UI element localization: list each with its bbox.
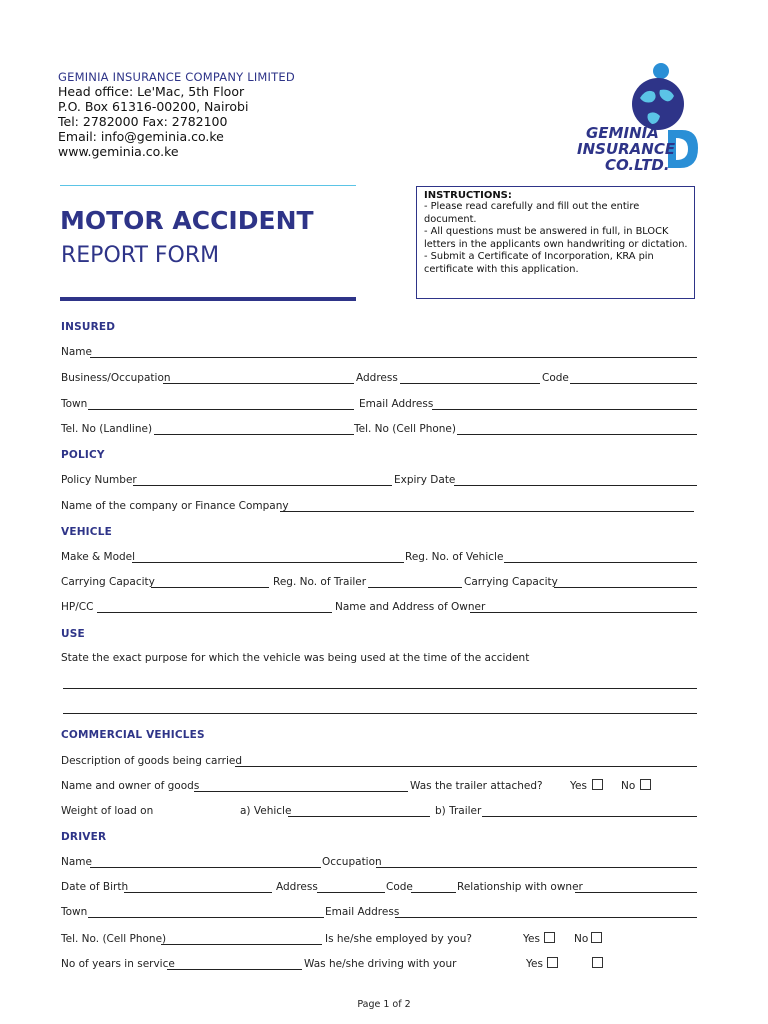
instructions-title: INSTRUCTIONS:: [424, 190, 512, 201]
business-occupation-label: Business/Occupation: [61, 372, 171, 384]
insured-name-label: Name: [61, 346, 92, 358]
driving-no-checkbox[interactable]: [592, 957, 603, 968]
telephone-line: Tel: 2782000 Fax: 2782100: [58, 114, 228, 129]
section-commercial-vehicles: COMMERCIAL VEHICLES: [61, 729, 205, 741]
instruction-line: - Please read carefully and fill out the entire document.: [424, 201, 640, 225]
form-title: MOTOR ACCIDENT: [60, 206, 314, 235]
driver-occupation-label: Occupation: [322, 856, 382, 868]
section-use: USE: [61, 628, 85, 640]
owner-name-address-field[interactable]: [470, 612, 697, 613]
dob-field[interactable]: [124, 892, 272, 893]
driving-yes-label: Yes: [526, 958, 543, 970]
logo-text-coltd: CO.LTD.: [605, 156, 670, 174]
carrying-capacity-label: Carrying Capacity: [61, 576, 155, 588]
company-name: GEMINIA INSURANCE COMPANY LIMITED: [58, 70, 295, 84]
weight-vehicle-field[interactable]: [288, 816, 430, 817]
insured-town-label: Town: [61, 398, 88, 410]
policy-number-field[interactable]: [133, 485, 392, 486]
hp-cc-label: HP/CC: [61, 601, 94, 613]
employed-no-checkbox[interactable]: [591, 932, 602, 943]
expiry-date-field[interactable]: [454, 485, 697, 486]
insured-name-field[interactable]: [90, 357, 697, 358]
finance-company-label: Name of the company or Finance Company: [61, 500, 289, 512]
driver-email-field[interactable]: [395, 917, 697, 918]
tel-cell-field[interactable]: [457, 434, 697, 435]
trailer-yes-checkbox[interactable]: [592, 779, 603, 790]
reg-trailer-label: Reg. No. of Trailer: [273, 576, 367, 588]
insured-town-field[interactable]: [88, 409, 354, 410]
driver-tel-cell-label: Tel. No. (Cell Phone): [61, 933, 167, 945]
instruction-line: - All questions must be answered in full, in BLOCK: [424, 226, 669, 237]
insured-code-label: Code: [542, 372, 569, 384]
use-purpose-field-line-1[interactable]: [63, 688, 697, 689]
make-model-label: Make & Model: [61, 551, 136, 563]
employed-label: Is he/she employed by you?: [325, 933, 472, 945]
page-number: Page 1 of 2: [357, 999, 411, 1010]
dob-label: Date of Birth: [61, 881, 129, 893]
driver-code-field[interactable]: [411, 892, 456, 893]
trailer-yes-label: Yes: [570, 780, 587, 792]
insured-email-field[interactable]: [432, 409, 697, 410]
trailer-no-label: No: [621, 780, 636, 792]
goods-description-label: Description of goods being carried: [61, 755, 242, 767]
insured-address-field[interactable]: [400, 383, 540, 384]
weight-trailer-label: b) Trailer: [435, 805, 482, 817]
relationship-field[interactable]: [575, 892, 697, 893]
employed-no-label: No: [574, 933, 589, 945]
title-top-rule: [60, 185, 356, 186]
make-model-field[interactable]: [132, 562, 404, 563]
head-office-line: Head office: Le'Mac, 5th Floor: [58, 84, 245, 99]
reg-trailer-field[interactable]: [368, 587, 462, 588]
section-policy: POLICY: [61, 449, 105, 461]
employed-yes-checkbox[interactable]: [544, 932, 555, 943]
instruction-line: - Submit a Certificate of Incorporation, KRA pin: [424, 251, 654, 262]
tel-landline-field[interactable]: [154, 434, 354, 435]
tel-landline-label: Tel. No (Landline): [61, 423, 153, 435]
finance-company-field[interactable]: [280, 511, 694, 512]
weight-vehicle-label: a) Vehicle: [240, 805, 292, 817]
insured-email-label: Email Address: [359, 398, 434, 410]
driver-occupation-field[interactable]: [376, 867, 697, 868]
logo-text-insurance: INSURANCE: [577, 140, 676, 158]
relationship-label: Relationship with owner: [457, 881, 583, 893]
driver-town-label: Town: [61, 906, 88, 918]
goods-owner-field[interactable]: [194, 791, 408, 792]
carrying-capacity-2-field[interactable]: [554, 587, 697, 588]
reg-vehicle-label: Reg. No. of Vehicle: [405, 551, 504, 563]
years-service-field[interactable]: [167, 969, 302, 970]
logo-text-geminia: GEMINIA: [586, 124, 659, 142]
business-occupation-field[interactable]: [163, 383, 354, 384]
weight-trailer-field[interactable]: [482, 816, 697, 817]
driving-with-label: Was he/she driving with your: [304, 958, 457, 970]
driver-email-label: Email Address: [325, 906, 400, 918]
reg-vehicle-field[interactable]: [504, 562, 697, 563]
website-line[interactable]: www.geminia.co.ke: [58, 144, 179, 159]
driver-town-field[interactable]: [88, 917, 324, 918]
years-service-label: No of years in service: [61, 958, 175, 970]
weight-load-label: Weight of load on: [61, 805, 154, 817]
form-subtitle: REPORT FORM: [61, 243, 220, 268]
goods-description-field[interactable]: [235, 766, 697, 767]
goods-owner-label: Name and owner of goods: [61, 780, 200, 792]
trailer-no-checkbox[interactable]: [640, 779, 651, 790]
insured-code-field[interactable]: [570, 383, 697, 384]
section-driver: DRIVER: [61, 831, 107, 843]
expiry-date-label: Expiry Date: [394, 474, 456, 486]
carrying-capacity-field[interactable]: [151, 587, 269, 588]
driver-tel-cell-field[interactable]: [161, 944, 322, 945]
employed-yes-label: Yes: [523, 933, 540, 945]
tel-cell-label: Tel. No (Cell Phone): [354, 423, 456, 435]
driver-name-label: Name: [61, 856, 92, 868]
instruction-line: certificate with this application.: [424, 263, 579, 275]
title-bottom-rule: [60, 297, 356, 301]
instructions-box: [416, 186, 695, 299]
po-box-line: P.O. Box 61316-00200, Nairobi: [58, 99, 249, 114]
logo-dot-icon: [653, 63, 669, 79]
policy-number-label: Policy Number: [61, 474, 137, 486]
driver-address-label: Address: [276, 881, 318, 893]
carrying-capacity-2-label: Carrying Capacity: [464, 576, 558, 588]
email-line[interactable]: Email: info@geminia.co.ke: [58, 129, 224, 144]
geminia-logo: [568, 62, 700, 174]
driver-code-label: Code: [386, 881, 413, 893]
use-purpose-label: State the exact purpose for which the vehicle was being used at the time of the accident: [61, 652, 530, 664]
instruction-line: letters in the applicants own handwriting or dictation.: [424, 238, 688, 250]
driver-name-field[interactable]: [90, 867, 321, 868]
insured-address-label: Address: [356, 372, 398, 384]
section-insured: INSURED: [61, 321, 116, 333]
driving-yes-checkbox[interactable]: [547, 957, 558, 968]
logo-globe-icon: [632, 78, 684, 130]
section-vehicle: VEHICLE: [61, 526, 112, 538]
owner-name-address-label: Name and Address of Owner: [335, 601, 486, 613]
trailer-attached-label: Was the trailer attached?: [410, 780, 543, 792]
use-purpose-field-line-2[interactable]: [63, 713, 697, 714]
driver-address-field[interactable]: [317, 892, 385, 893]
hp-cc-field[interactable]: [97, 612, 332, 613]
